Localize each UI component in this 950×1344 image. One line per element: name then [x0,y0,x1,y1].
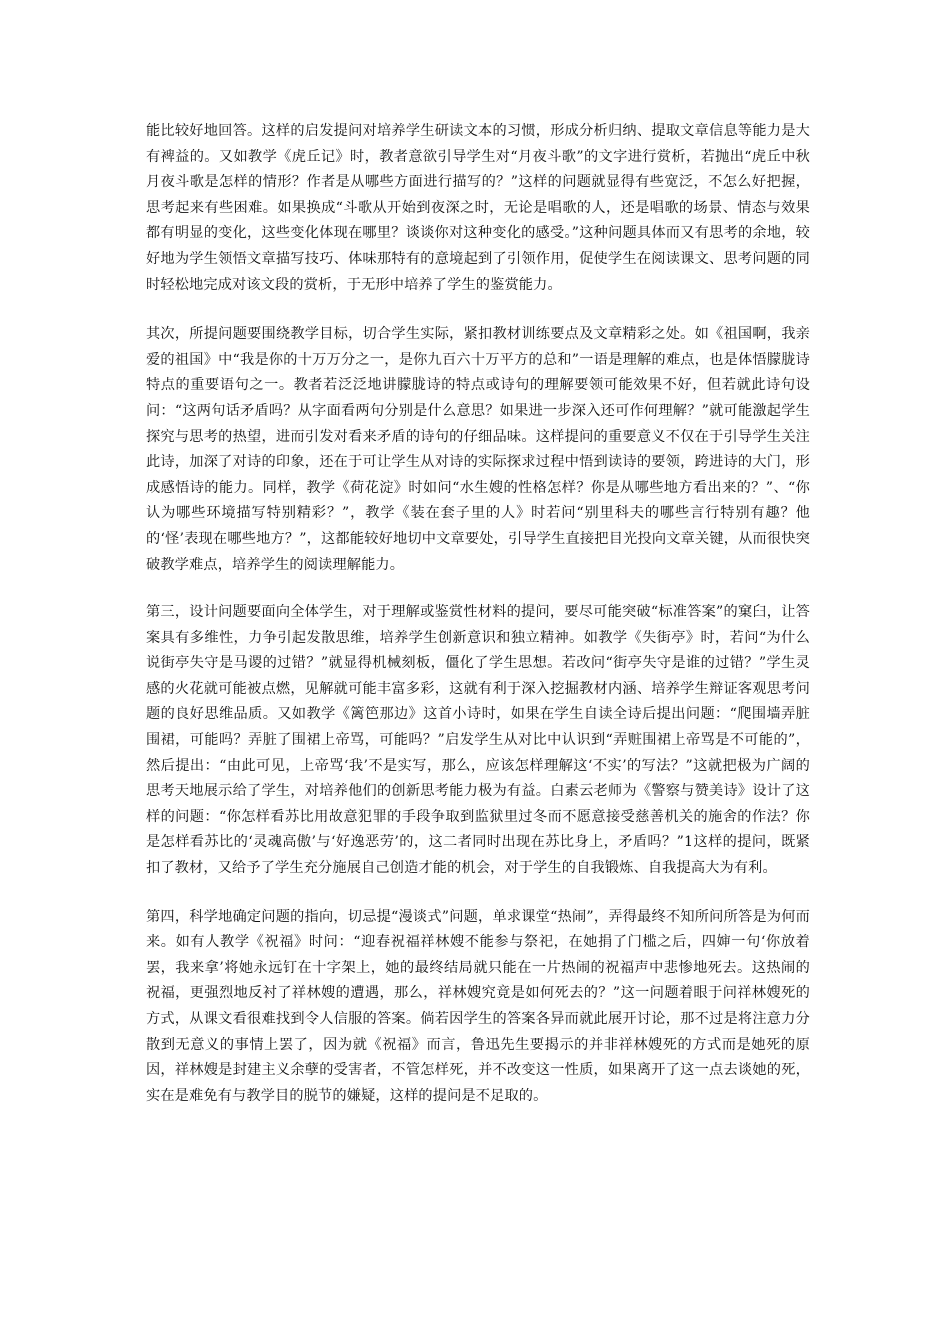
paragraph-1: 能比较好地回答。这样的启发提问对培养学生研读文本的习惯，形成分析归纳、提取文章信息等能力是大有裨益的。又如教学《虎丘记》时，教者意欲引导学生对“月夜斗歌”的文字进行赏析，若抛出“虎丘中秋月夜斗歌是怎样的情形？作者是从哪些方面进行描写的？”这样的问题就显得有些宽泛，不怎么好把握，思考起来有些困难。如果换成“斗歌从开始到夜深之时，无论是唱歌的人，还是唱歌的场景、情态与效果都有明显的变化，这些变化体现在哪里？谈谈你对这种变化的感受。”这种问题具体而又有思考的余地，较好地为学生领悟文章描写技巧、体味那特有的意境起到了引领作用，促使学生在阅读课文、思考问题的同时轻松地完成对该文段的赏析，于无形中培养了学生的鉴赏能力。 [146,123,810,293]
paragraph-4: 第四，科学地确定问题的指向，切忌提“漫谈式”问题，单求课堂“热闹”，弄得最终不知所问所答是为何而来。如有人教学《祝福》时问：“迎春祝福祥林嫂不能参与祭祀，在她捐了门槛之后，四婶一句‘你放着罢，我来拿’将她永远钉在十字架上，她的最终结局就只能在一片热闹的祝福声中悲惨地死去。这热闹的祝福，更强烈地反衬了祥林嫂的遭遇，那么，祥林嫂究竟是如何死去的？”这一问题着眼于问祥林嫂死的方式，从课文看很难找到令人信服的答案。倘若因学生的答案各异而就此展开讨论，那不过是将注意力分散到无意义的事情上罢了，因为就《祝福》而言，鲁迅先生要揭示的并非祥林嫂死的方式而是她死的原因，祥林嫂是封建主义余孽的受害者，不管怎样死，并不改变这一性质，如果离开了这一点去谈她的死，实在是难免有与教学目的脱节的嫌疑，这样的提问是不足取的。 [146,908,810,1104]
document-body [146,119,810,1109]
paragraph-3: 第三，设计问题要面向全体学生，对于理解或鉴赏性材料的提问，要尽可能突破“标准答案”的窠臼，让答案具有多维性，力争引起发散思维，培养学生创新意识和独立精神。如教学《失街亭》时，若问“为什么说街亭失守是马谡的过错？”就显得机械刻板，僵化了学生思想。若改问“街亭失守是谁的过错？”学生灵感的火花就可能被点燃，见解就可能丰富多彩，这就有利于深入挖掘教材内涵、培养学生辩证客观思考问题的良好思维品质。又如教学《篱笆那边》这首小诗时，如果在学生自读全诗后提出问题：“爬围墙弄脏围裙，可能吗？弄脏了围裙上帝骂，可能吗？”启发学生从对比中认识到“弄赃围裙上帝骂是不可能的”，然后提出：“由此可见，上帝骂‘我’不是实写，那么，应该怎样理解这‘不实’的写法？”这就把极为广阔的思考天地展示给了学生，对培养他们的创新思考能力极为有益。白素云老师为《警察与赞美诗》设计了这样的问题：“你怎样看苏比用故意犯罪的手段争取到监狱里过冬而不愿意接受慈善机关的施舍的作法？你是怎样看苏比的‘灵魂高傲’与‘好逸恶劳’的，这二者同时出现在苏比身上，矛盾吗？”1这样的提问，既紧扣了教材，又给予了学生充分施展自己创造才能的机会，对于学生的自我锻炼、自我提高大为有利。 [146,604,810,877]
paragraph-2: 其次，所提问题要围绕教学目标，切合学生实际，紧扣教材训练要点及文章精彩之处。如《祖国啊，我亲爱的祖国》中“我是你的十万万分之一，是你九百六十万平方的总和”一语是理解的难点，也是体悟朦胧诗特点的重要语句之一。教者若泛泛地讲朦胧诗的特点或诗句的理解要领可能效果不好，但若就此诗句设问：“这两句话矛盾吗？从字面看两句分别是什么意思？如果进一步深入还可作何理解？”就可能激起学生探究与思考的热望，进而引发对看来矛盾的诗句的仔细品味。这样提问的重要意义不仅在于引导学生关注此诗，加深了对诗的印象，还在于可让学生从对诗的实际探求过程中悟到读诗的要领，跨进诗的大门，形成感悟诗的能力。同样，教学《荷花淀》时如问“水生嫂的性格怎样？你是从哪些地方看出来的？”、“你认为哪些环境描写特别精彩？”，教学《装在套子里的人》时若问“别里科夫的哪些言行特别有趣？他的‘怪’表现在哪些地方？”，这都能较好地切中文章要处，引导学生直接把目光投向文章关键，从而很快突破教学难点，培养学生的阅读理解能力。 [146,326,810,573]
